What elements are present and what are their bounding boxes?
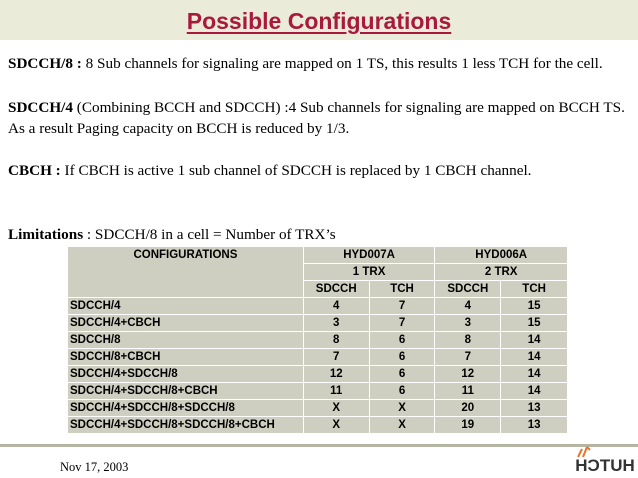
cell-value: 15 <box>501 315 568 332</box>
table-row <box>68 417 568 434</box>
header-trx-2: 2 TRX <box>435 264 568 281</box>
cell-value: 6 <box>369 383 435 400</box>
cell-value: 6 <box>369 332 435 349</box>
slide-title: Possible Configurations <box>186 8 452 34</box>
cell-value: 13 <box>501 417 568 434</box>
cell-value: 7 <box>369 315 435 332</box>
cell-value: 7 <box>369 298 435 315</box>
logo-text: HUTCH <box>575 456 635 475</box>
paragraph-sdcch8 <box>8 53 626 74</box>
table-row <box>68 400 568 417</box>
header-trx-1: 1 TRX <box>303 264 435 281</box>
table-header-row <box>68 247 568 264</box>
row-config: SDCCH/8+CBCH <box>68 349 304 366</box>
cell-value: X <box>369 400 435 417</box>
cell-value: X <box>303 417 369 434</box>
cell-value: 8 <box>303 332 369 349</box>
cell-value: 14 <box>501 332 568 349</box>
cell-value: 20 <box>435 400 501 417</box>
paragraph-cbch <box>8 160 626 181</box>
cell-value: 11 <box>435 383 501 400</box>
row-config: SDCCH/8 <box>68 332 304 349</box>
row-config: SDCCH/4+SDCCH/8+SDCCH/8+CBCH <box>68 417 304 434</box>
cell-value: 4 <box>435 298 501 315</box>
cell-value: 19 <box>435 417 501 434</box>
cell-value: 6 <box>369 366 435 383</box>
header-sdcch: SDCCH <box>303 281 369 298</box>
header-tch: TCH <box>369 281 435 298</box>
cell-value: 14 <box>501 366 568 383</box>
cell-value: 13 <box>501 400 568 417</box>
table-row <box>68 315 568 332</box>
hutch-logo <box>575 444 635 478</box>
header-site-1: HYD007A <box>303 247 435 264</box>
table-row <box>68 349 568 366</box>
footer-divider <box>0 444 638 447</box>
header-site-2: HYD006A <box>435 247 568 264</box>
row-config: SDCCH/4+CBCH <box>68 315 304 332</box>
footer-date: Nov 17, 2003 <box>60 460 129 474</box>
cell-value: 8 <box>435 332 501 349</box>
paragraph-text: : SDCCH/8 in a cell = Number of TRX’s <box>83 226 336 243</box>
cell-value: X <box>369 417 435 434</box>
cell-value: 7 <box>303 349 369 366</box>
cell-value: X <box>303 400 369 417</box>
cell-value: 12 <box>435 366 501 383</box>
row-config: SDCCH/4+SDCCH/8+CBCH <box>68 383 304 400</box>
paragraph-label: SDCCH/4 <box>8 99 73 116</box>
paragraph-label: CBCH : <box>8 162 61 179</box>
cell-value: 11 <box>303 383 369 400</box>
cell-value: 14 <box>501 349 568 366</box>
paragraph-label: SDCCH/8 : <box>8 55 82 72</box>
row-config: SDCCH/4+SDCCH/8+SDCCH/8 <box>68 400 304 417</box>
row-config: SDCCH/4 <box>68 298 304 315</box>
cell-value: 3 <box>303 315 369 332</box>
header-tch: TCH <box>501 281 568 298</box>
paragraph-label: Limitations <box>8 226 84 243</box>
cell-value: 12 <box>303 366 369 383</box>
cell-value: 3 <box>435 315 501 332</box>
table-row <box>68 383 568 400</box>
cell-value: 7 <box>435 349 501 366</box>
paragraph-text: (Combining BCCH and SDCCH) :4 Sub channels for signaling are mapped on BCCH TS. As a result Paging capacity on BCCH is reduced by 1/3. <box>8 99 625 137</box>
cell-value: 4 <box>303 298 369 315</box>
configurations-table <box>67 246 568 434</box>
header-configurations: CONFIGURATIONS <box>68 247 304 298</box>
paragraph-limitations <box>8 224 626 245</box>
header-sdcch: SDCCH <box>435 281 501 298</box>
table-row <box>68 298 568 315</box>
row-config: SDCCH/4+SDCCH/8 <box>68 366 304 383</box>
cell-value: 6 <box>369 349 435 366</box>
paragraph-text: If CBCH is active 1 sub channel of SDCCH is replaced by 1 CBCH channel. <box>60 162 532 179</box>
cell-value: 15 <box>501 298 568 315</box>
cell-value: 14 <box>501 383 568 400</box>
table-row <box>68 332 568 349</box>
paragraph-text: 8 Sub channels for signaling are mapped on 1 TS, this results 1 less TCH for the cell. <box>81 55 603 72</box>
paragraph-sdcch4 <box>8 97 626 139</box>
table-row <box>68 366 568 383</box>
